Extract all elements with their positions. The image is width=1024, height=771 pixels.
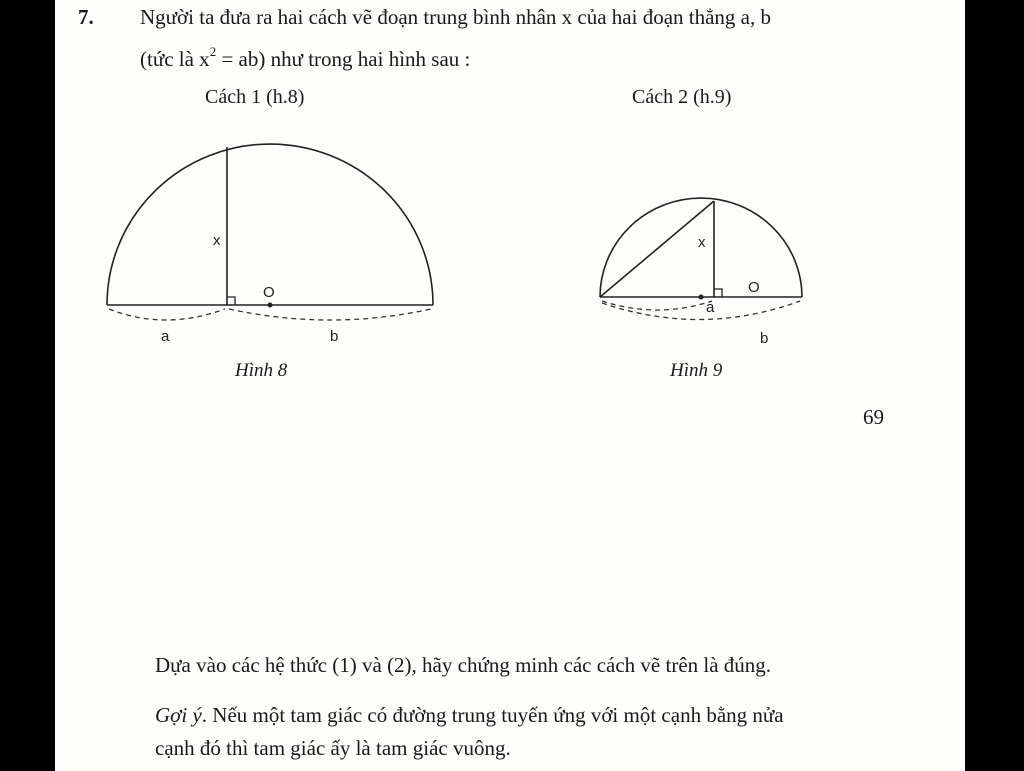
hint-label: Gợi ý	[155, 703, 202, 727]
hint-line2: cạnh đó thì tam giác ấy là tam giác vuông.	[155, 736, 511, 760]
fig9-chord-x	[600, 201, 714, 297]
method1-heading: Cách 1 (h.8)	[205, 86, 305, 108]
textbook-page	[55, 0, 965, 771]
exercise-line2-superscript: 2	[209, 44, 217, 59]
exercise-line2-pre: (tức là x	[140, 47, 210, 71]
figure-8-caption: Hình 8	[235, 360, 288, 381]
exercise-number: 7.	[78, 5, 94, 29]
fig9-label-a: a	[706, 299, 715, 316]
fig8-brace-a	[109, 309, 225, 320]
page-number: 69	[863, 405, 884, 429]
fig9-label-x: x	[698, 234, 706, 251]
exercise-line2-post: = ab) như trong hai hình sau :	[216, 47, 471, 71]
fig8-label-a: a	[161, 328, 170, 345]
fig9-center-point	[699, 295, 704, 300]
fig8-center-point	[268, 303, 273, 308]
fig9-label-o: O	[748, 279, 760, 296]
fig8-semicircle	[107, 144, 433, 305]
hint-line1	[155, 702, 784, 728]
figure-8-diagram	[95, 135, 455, 350]
method2-heading: Cách 2 (h.9)	[632, 86, 732, 108]
hint-line1-text: . Nếu một tam giác có đường trung tuyến ứng với một cạnh bằng nửa	[201, 703, 784, 727]
fig9-right-angle-mark	[714, 289, 722, 297]
exercise-text-line1: Người ta đưa ra hai cách vẽ đoạn trung bình nhân x của hai đoạn thẳng a, b	[140, 5, 771, 29]
fig8-label-x: x	[213, 232, 221, 249]
figure-9-caption: Hình 9	[670, 360, 723, 381]
fig8-label-b: b	[330, 328, 339, 345]
exercise-text-line2	[140, 46, 470, 75]
fig8-brace-b	[229, 309, 431, 320]
fig8-label-o: O	[263, 284, 275, 301]
figure-9-diagram	[590, 185, 815, 345]
fig8-right-angle-mark	[227, 297, 235, 305]
task-text: Dựa vào các hệ thức (1) và (2), hãy chứng minh các cách vẽ trên là đúng.	[155, 653, 772, 677]
fig9-label-b: b	[760, 330, 769, 345]
fig9-brace-a	[602, 301, 712, 310]
